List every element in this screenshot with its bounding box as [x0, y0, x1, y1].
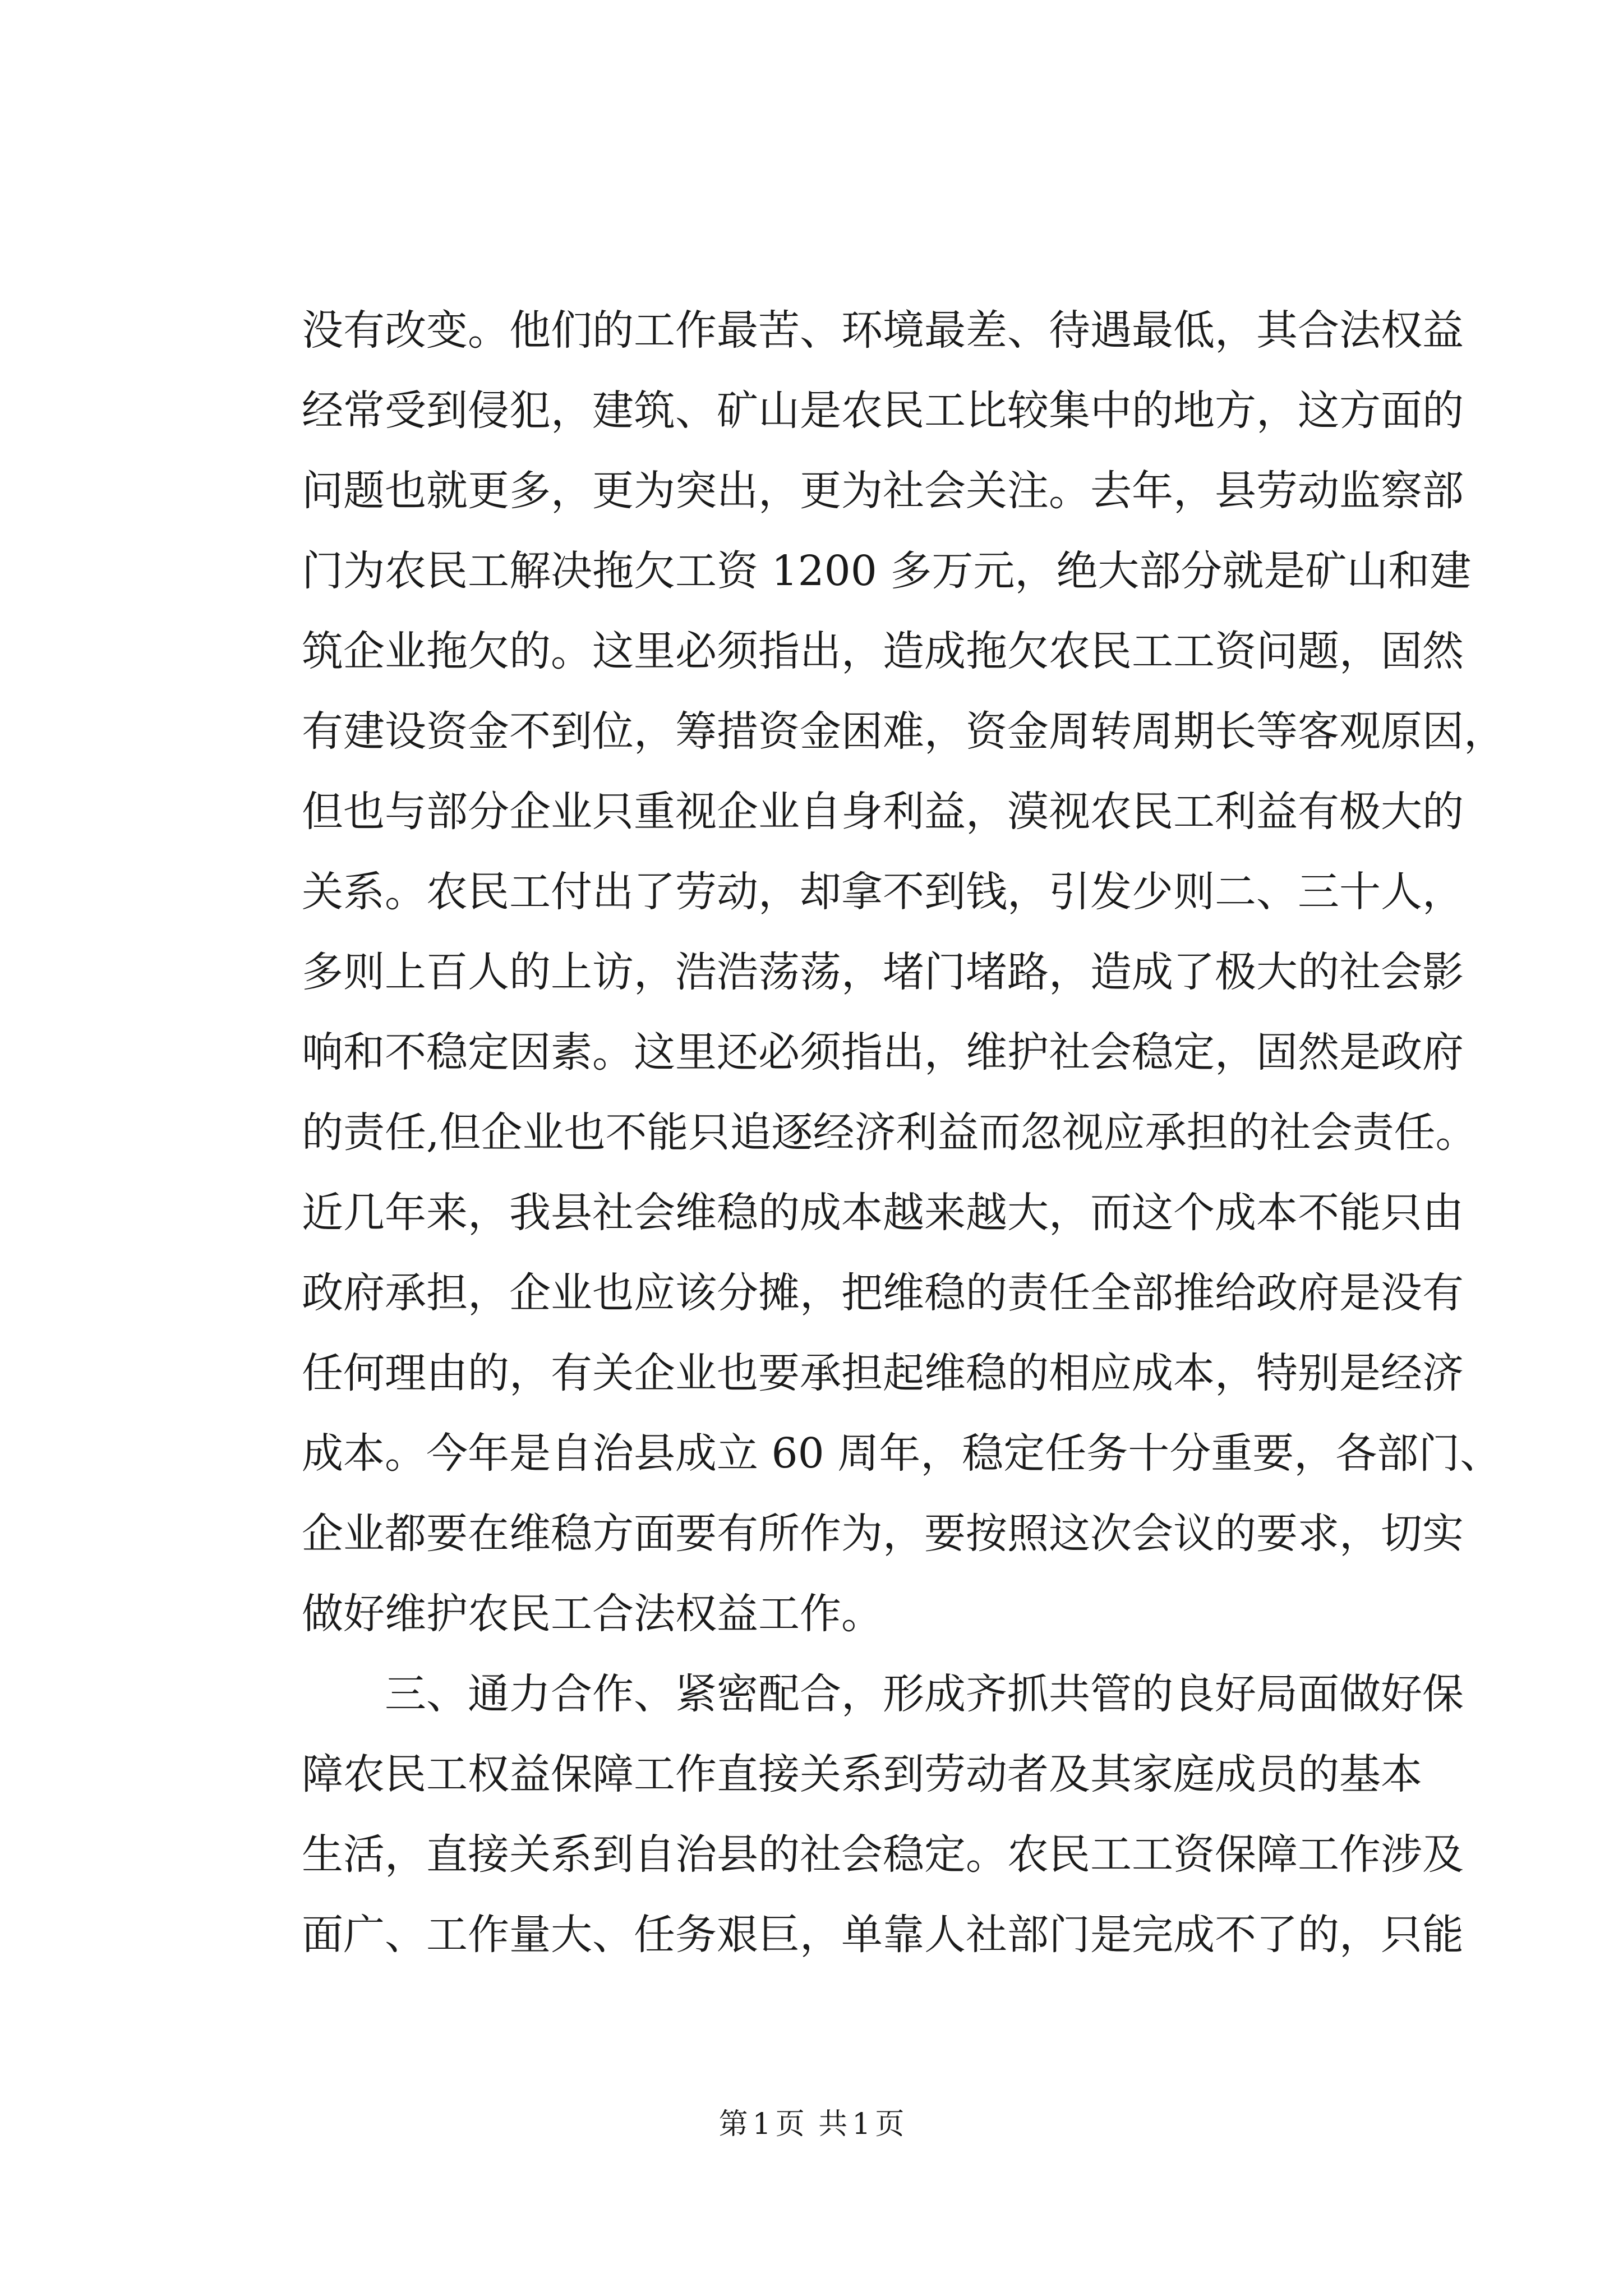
- text-line: 近几年来，我县社会维稳的成本越来越大，而这个成本不能只由: [302, 1189, 1464, 1237]
- document-body: [302, 291, 1505, 1975]
- text-line: 生活，直接关系到自治县的社会稳定。农民工工资保障工作涉及: [302, 1830, 1464, 1879]
- text-line: 但也与部分企业只重视企业自身利益，漠视农民工利益有极大的: [302, 788, 1464, 836]
- page-label-prefix: 第: [718, 2108, 748, 2141]
- text-line: 有建设资金不到位，筹措资金困难，资金周转周期长等客观原因，: [302, 707, 1505, 756]
- text-line: 政府承担，企业也应该分摊，把维稳的责任全部推给政府是没有: [302, 1269, 1464, 1317]
- text-line: 的责任,但企业也不能只追逐经济利益而忽视应承担的社会责任。: [302, 1108, 1477, 1157]
- text-line: 多则上百人的上访，浩浩荡荡，堵门堵路，造成了极大的社会影: [302, 948, 1464, 996]
- text-line: 做好维护农民工合法权益工作。: [302, 1590, 883, 1638]
- text-line: 筑企业拖欠的。这里必须指出，造成拖欠农民工工资问题，固然: [302, 627, 1464, 675]
- text-line: 经常受到侵犯，建筑、矿山是农民工比较集中的地方，这方面的: [302, 386, 1464, 435]
- paragraph-1: [302, 291, 1505, 1654]
- paragraph-2: [302, 1654, 1464, 1975]
- text-line: 障农民工权益保障工作直接关系到劳动者及其家庭成员的基本: [302, 1750, 1422, 1798]
- text-line: 成本。今年是自治县成立 60 周年，稳定任务十分重要，各部门、: [302, 1429, 1502, 1478]
- text-line: 问题也就更多，更为突出，更为社会关注。去年，县劳动监察部: [302, 467, 1464, 515]
- text-line: 三、通力合作、紧密配合，形成齐抓共管的良好局面做好保: [385, 1670, 1464, 1718]
- total-label-suffix: 页: [875, 2108, 905, 2141]
- text-line: 任何理由的，有关企业也要承担起维稳的相应成本，特别是经济: [302, 1349, 1464, 1397]
- text-line: 没有改变。他们的工作最苦、环境最差、待遇最低，其合法权益: [302, 306, 1464, 355]
- page-label-suffix: 页: [775, 2108, 805, 2141]
- page-footer: [0, 2105, 1623, 2144]
- text-line: 企业都要在维稳方面要有所作为，要按照这次会议的要求，切实: [302, 1510, 1464, 1558]
- text-line: 响和不稳定因素。这里还必须指出，维护社会稳定，固然是政府: [302, 1028, 1464, 1076]
- text-line: 面广、工作量大、任务艰巨，单靠人社部门是完成不了的，只能: [302, 1911, 1464, 1959]
- text-line: 门为农民工解决拖欠工资 1200 多万元，绝大部分就是矿山和建: [302, 547, 1472, 595]
- total-pages: 1: [852, 2108, 871, 2141]
- page-number: 1: [752, 2108, 771, 2141]
- total-label-prefix: 共: [818, 2108, 848, 2141]
- text-line: 关系。农民工付出了劳动，却拿不到钱，引发少则二、三十人，: [302, 868, 1464, 916]
